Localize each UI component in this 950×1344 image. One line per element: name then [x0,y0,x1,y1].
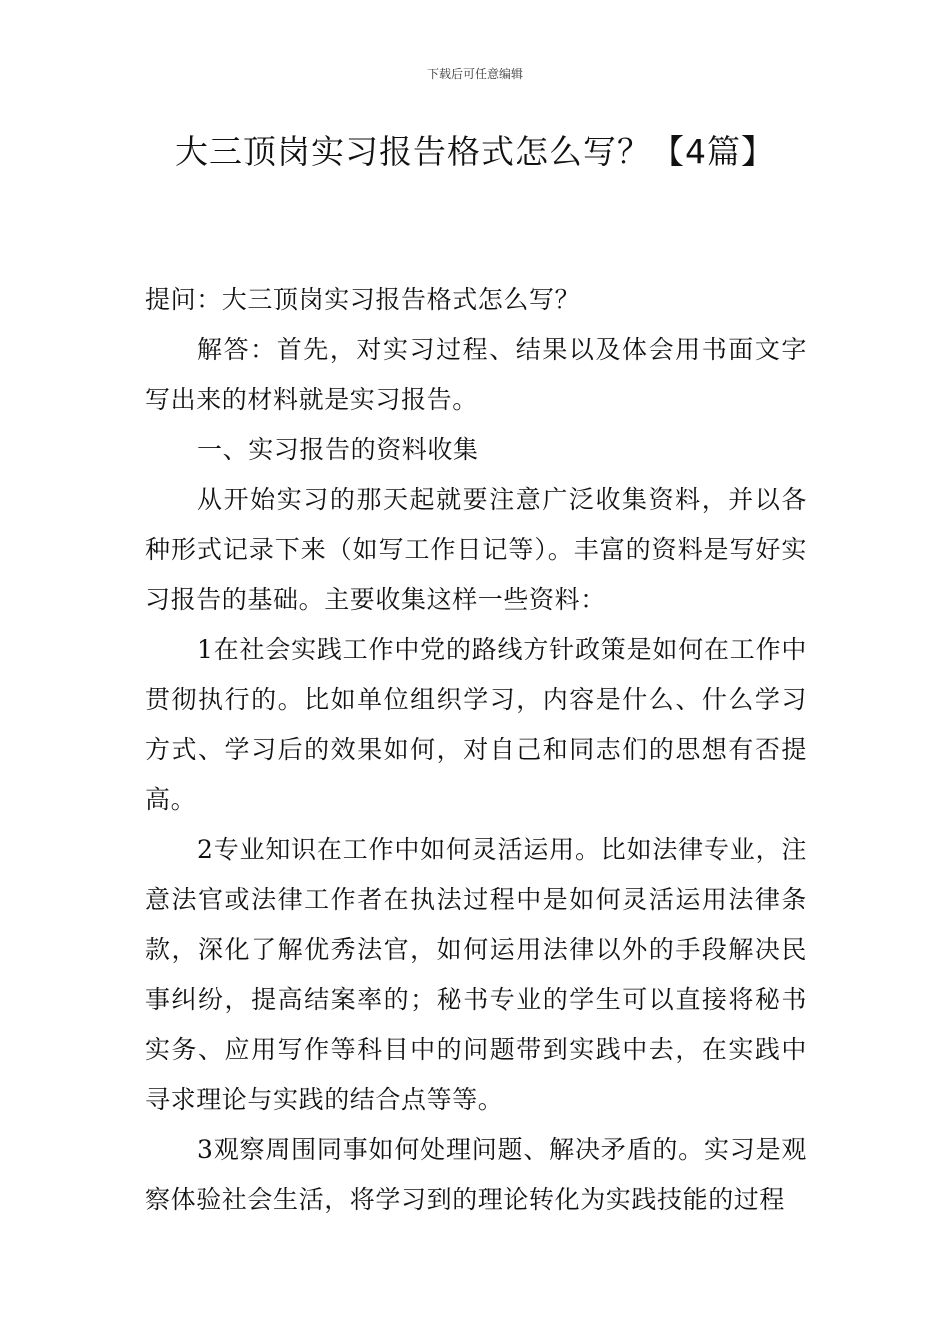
document-body [145,275,807,1225]
section-heading-data-collection: 一、实习报告的资料收集 [197,435,479,464]
paragraph-item-3: 3观察周围同事如何处理问题、解决矛盾的。实习是观察体验社会生活，将学习到的理论转化为实践技能的过程 [145,1135,807,1214]
paragraph-collection-intro: 从开始实习的那天起就要注意广泛收集资料，并以各种形式记录下来（如写工作日记等）。丰富的资料是写好实习报告的基础。主要收集这样一些资料： [145,485,807,614]
header-note: 下载后可任意编辑 [426,67,523,81]
document-title: 大三顶岗实习报告格式怎么写？【4篇】 [175,132,775,171]
paragraph-item-1: 1在社会实践工作中党的路线方针政策是如何在工作中贯彻执行的。比如单位组织学习，内容是什么、什么学习方式、学习后的效果如何，对自己和同志们的思想有否提高。 [145,635,807,814]
paragraph-item-2: 2专业知识在工作中如何灵活运用。比如法律专业，注意法官或法律工作者在执法过程中是如何灵活运用法律条款，深化了解优秀法官，如何运用法律以外的手段解决民事纠纷，提高结案率的；秘书专业的学生可以直接将秘书实务、应用写作等科目中的问题带到实践中去，在实践中寻求理论与实践的结合点等等。 [145,835,807,1114]
paragraph-answer: 解答：首先，对实习过程、结果以及体会用书面文字写出来的材料就是实习报告。 [145,335,807,414]
paragraph-question: 提问：大三顶岗实习报告格式怎么写？ [145,285,581,314]
